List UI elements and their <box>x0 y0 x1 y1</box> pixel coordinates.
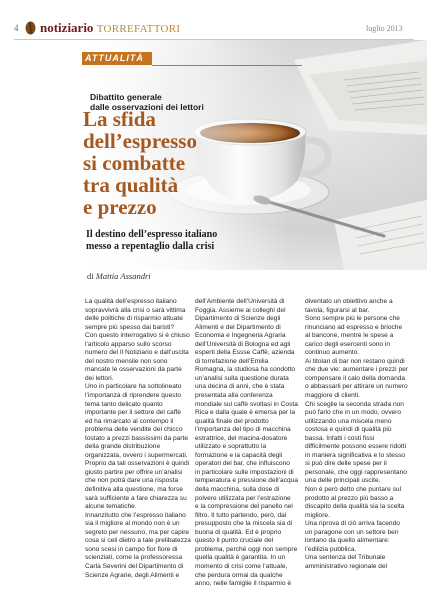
body-text-line: Romagna, la studiosa ha condotto <box>195 366 296 374</box>
body-text-line: e la compressione del panello nel <box>195 503 293 511</box>
body-text-line: lontano da quello alimentare: <box>305 537 390 545</box>
body-text-line: tema tanto delicato quanto <box>85 400 163 408</box>
body-text-line: Rica e dalla quale è emersa per la <box>195 409 296 417</box>
body-text-line: sempre più spesso dai baristi? <box>85 323 175 331</box>
body-text-line: operatori del bar, che influiscono <box>195 460 290 468</box>
issue-date: luglio 2013 <box>366 24 403 33</box>
body-text-line: tostato a prezzi bassissimi da parte <box>85 434 188 442</box>
body-text-line: una delle principali uscite. <box>305 477 381 485</box>
body-text-line: sia il migliore al mondo non è un <box>85 520 180 528</box>
body-text-line: delle politiche di risparmio attuate <box>85 315 183 323</box>
body-text-line: esperti della Essse Caffè, azienda <box>195 349 295 357</box>
article-subtitle <box>86 229 217 253</box>
body-text-line: compensare il calo della domanda <box>305 374 406 382</box>
subtitle-line: messo a repentaglio dalla crisi <box>86 241 215 252</box>
magazine-masthead <box>40 20 180 36</box>
body-text-line: amministrativo regionale del <box>305 562 388 570</box>
body-text-line: Uno in particolare ha sottolineato <box>85 383 182 391</box>
byline <box>87 271 151 281</box>
body-text-line: si può dire delle spese per il <box>305 460 387 468</box>
coffee-bean-icon <box>25 21 36 35</box>
body-text-line: costosa e quindi di qualità più <box>305 426 392 434</box>
title-line: La sfida <box>83 107 156 131</box>
body-text-line: Con questo interrogativo si è chiuso <box>85 332 190 340</box>
body-text-line: difficilmente possono essere ridotti <box>305 443 407 451</box>
body-text-line: Dipartimento di Scienze degli <box>195 315 281 323</box>
body-text-line: Non è però detto che puntare sul <box>305 486 402 494</box>
section-rule <box>152 65 302 66</box>
body-text-line: di torrefazione dell’Emilia <box>195 357 269 365</box>
body-text-line: utilizzato e soprattutto la <box>195 443 267 451</box>
body-text-line: alcune tematiche. <box>85 503 137 511</box>
body-text-line: dei lettori. <box>85 374 114 382</box>
kicker-line: dalle osservazioni dei lettori <box>90 102 204 112</box>
body-text-line: Sono sempre più le persone che <box>305 315 400 323</box>
body-text-line: un’analisi sulla questione durata <box>195 374 289 382</box>
page-number: 4 <box>14 23 19 33</box>
body-text-line: l’edilizia pubblica. <box>305 545 357 553</box>
body-text-line: polvere utilizzata per l’estrazione <box>195 494 291 502</box>
body-text-line: Foggia. Assieme ai colleghi del <box>195 306 286 314</box>
body-text-line: presupposto che la miscela sia di <box>195 520 293 528</box>
body-text-line: ed ha rimarcato al contempo il <box>85 417 174 425</box>
body-text-line: dell’Università di Bologna ed agli <box>195 340 291 348</box>
body-text-line: questo il punto cruciale del <box>195 537 274 545</box>
body-text-line: può farlo che in un modo, ovvero <box>305 409 402 417</box>
body-text-line: Alimenti e del Dipartimento di <box>195 323 281 331</box>
body-text-line: estrattrice, del macina-dosatore <box>195 434 288 442</box>
body-text-line: Carla Severini del Dipartimento di <box>85 562 184 570</box>
body-text-line: segreto per nessuno, ma per capire <box>85 528 190 536</box>
body-text-line: l’importanza del tipo di macchina <box>195 426 291 434</box>
title-line: tra qualità <box>83 173 179 197</box>
body-text-line: numero del Il Notiziario e dall’uscita <box>85 349 189 357</box>
body-text-line: momento di crisi come l’attuale, <box>195 562 288 570</box>
body-text-line: bassa. Infatti i costi fissi <box>305 434 375 442</box>
body-text-line: Una sentenza del Tribunale <box>305 554 386 562</box>
body-text-line: La qualità dell’espresso italiano <box>85 298 177 305</box>
body-text-line: importante per il settore del caffè <box>85 409 181 417</box>
body-text-line: problema delle vendite del chicco <box>85 426 183 434</box>
body-text-line: Economia e Ingegneria Agraria <box>195 332 286 340</box>
body-text-line: Proprio da tali osservazioni è quindi <box>85 460 190 468</box>
title-line: e prezzo <box>83 195 157 219</box>
title-line: dell’espresso <box>83 129 197 153</box>
body-text-line: sarà sufficiente a fare chiarezza su <box>85 494 187 502</box>
body-column-2 <box>195 298 298 589</box>
body-text-line: discapito della qualità sia la scelta <box>305 503 405 511</box>
body-text-line: definitiva alla questione, ma forse <box>85 486 183 494</box>
body-text-line: migliore. <box>305 511 330 519</box>
body-text-line: della macchina, sulla dose di <box>195 486 280 494</box>
body-text-line: sopravvivrà alla crisi o sarà vittima <box>85 306 186 314</box>
body-text-line: Ai titolari di bar non restano quindi <box>305 357 405 365</box>
body-text-line: organizzata, ovvero i supermercati. <box>85 451 188 459</box>
body-text-line: filtro. Il tutto partendo, però, dal <box>195 511 287 519</box>
body-text-line: Scienze Agrarie, degli Alimenti e <box>85 571 180 579</box>
body-text-line: formazione e la capacità degli <box>195 451 283 459</box>
body-text-line: quella qualità è garantita. In un <box>195 554 286 562</box>
body-text-line: mondiale sul caffè svoltasi in Costa <box>195 400 298 408</box>
body-text-line: buona di qualità. Ed è proprio <box>195 528 282 536</box>
body-text-line: cosa si celi dietro a tale prelibatezza <box>85 537 191 545</box>
body-column-3 <box>305 298 408 572</box>
body-text-line: al bancone, mentre le spese a <box>305 332 394 340</box>
body-text-line: problema, perché oggi non sempre <box>195 545 298 553</box>
body-text-line: qualità finale del prodotto <box>195 417 269 425</box>
body-text-line: rinunciano ad espresso e brioche <box>305 323 403 331</box>
body-text-line: che due vie: aumentare i prezzi per <box>305 366 408 374</box>
body-text-line: una decina di anni, che è stata <box>195 383 285 391</box>
body-text-line: continuo aumento. <box>305 349 360 357</box>
page-header <box>0 0 427 40</box>
title-line: si combatte <box>83 151 186 175</box>
magazine-name: notiziario <box>40 20 94 35</box>
body-text-line: dell’Ambiente dell’Università di <box>195 298 285 305</box>
body-text-line: personale, che oggi rappresentano <box>305 468 407 476</box>
body-text-line: l’importanza di riprendere questo <box>85 392 182 400</box>
section-label: ATTUALITÀ <box>85 53 144 63</box>
body-text-line: anno, nelle famiglie il risparmio è <box>195 580 292 588</box>
body-text-line: prodotto al prezzo più basso a <box>305 494 394 502</box>
article-title <box>83 108 197 218</box>
body-text-line: della grande distribuzione <box>85 443 161 451</box>
byline-prefix: di <box>87 271 94 281</box>
body-text-line: utilizzando una miscela meno <box>305 417 392 425</box>
body-text-line: carico degli esercenti sono in <box>305 340 391 348</box>
publisher-name: TORREFATTORI <box>96 23 181 35</box>
body-text-line: del nostro mensile non sono <box>85 357 168 365</box>
body-text-line: mancate le osservazioni da parte <box>85 366 182 374</box>
body-text-line: maggiore di clienti. <box>305 392 360 400</box>
body-text-line: sono scesi in campo fior fiore di <box>85 545 178 553</box>
body-text-line: in particolare sulle impostazioni di <box>195 468 294 476</box>
author-name: Mattia Assandri <box>95 271 151 281</box>
body-text-line: diventato un obiettivo anche a <box>305 298 393 305</box>
body-text-line: che perdura ormai da qualche <box>195 571 283 579</box>
body-text-line: che non potrà dare una risposta <box>85 477 179 485</box>
body-text-line: giusto partire per offrire un’analisi <box>85 468 183 476</box>
body-text-line: in maniera significativa e lo stesso <box>305 451 406 459</box>
body-text-line: tavola, figurarsi al bar. <box>305 306 370 314</box>
body-column-1 <box>85 298 191 580</box>
body-text-line: presentata alla conferenza <box>195 392 273 400</box>
body-text-line: Una riprova di ciò arriva facendo <box>305 520 400 528</box>
body-text-line: o abbassarli per attirare un numero <box>305 383 408 391</box>
body-text-line: scienziati, come la professoressa <box>85 554 183 562</box>
subtitle-line: Il destino dell’espresso italiano <box>86 229 218 240</box>
body-text-line: Chi sceglie la seconda strada non <box>305 400 404 408</box>
body-text-line: un paragone con un settore ben <box>305 528 399 536</box>
kicker-line: Dibattito generale <box>90 92 162 102</box>
body-text-line: Innanzitutto che l’espresso italiano <box>85 511 186 519</box>
body-text-line: temperatura e pressione dell’acqua <box>195 477 298 485</box>
body-text-line: l’articolo apparso sullo scorso <box>85 340 172 348</box>
